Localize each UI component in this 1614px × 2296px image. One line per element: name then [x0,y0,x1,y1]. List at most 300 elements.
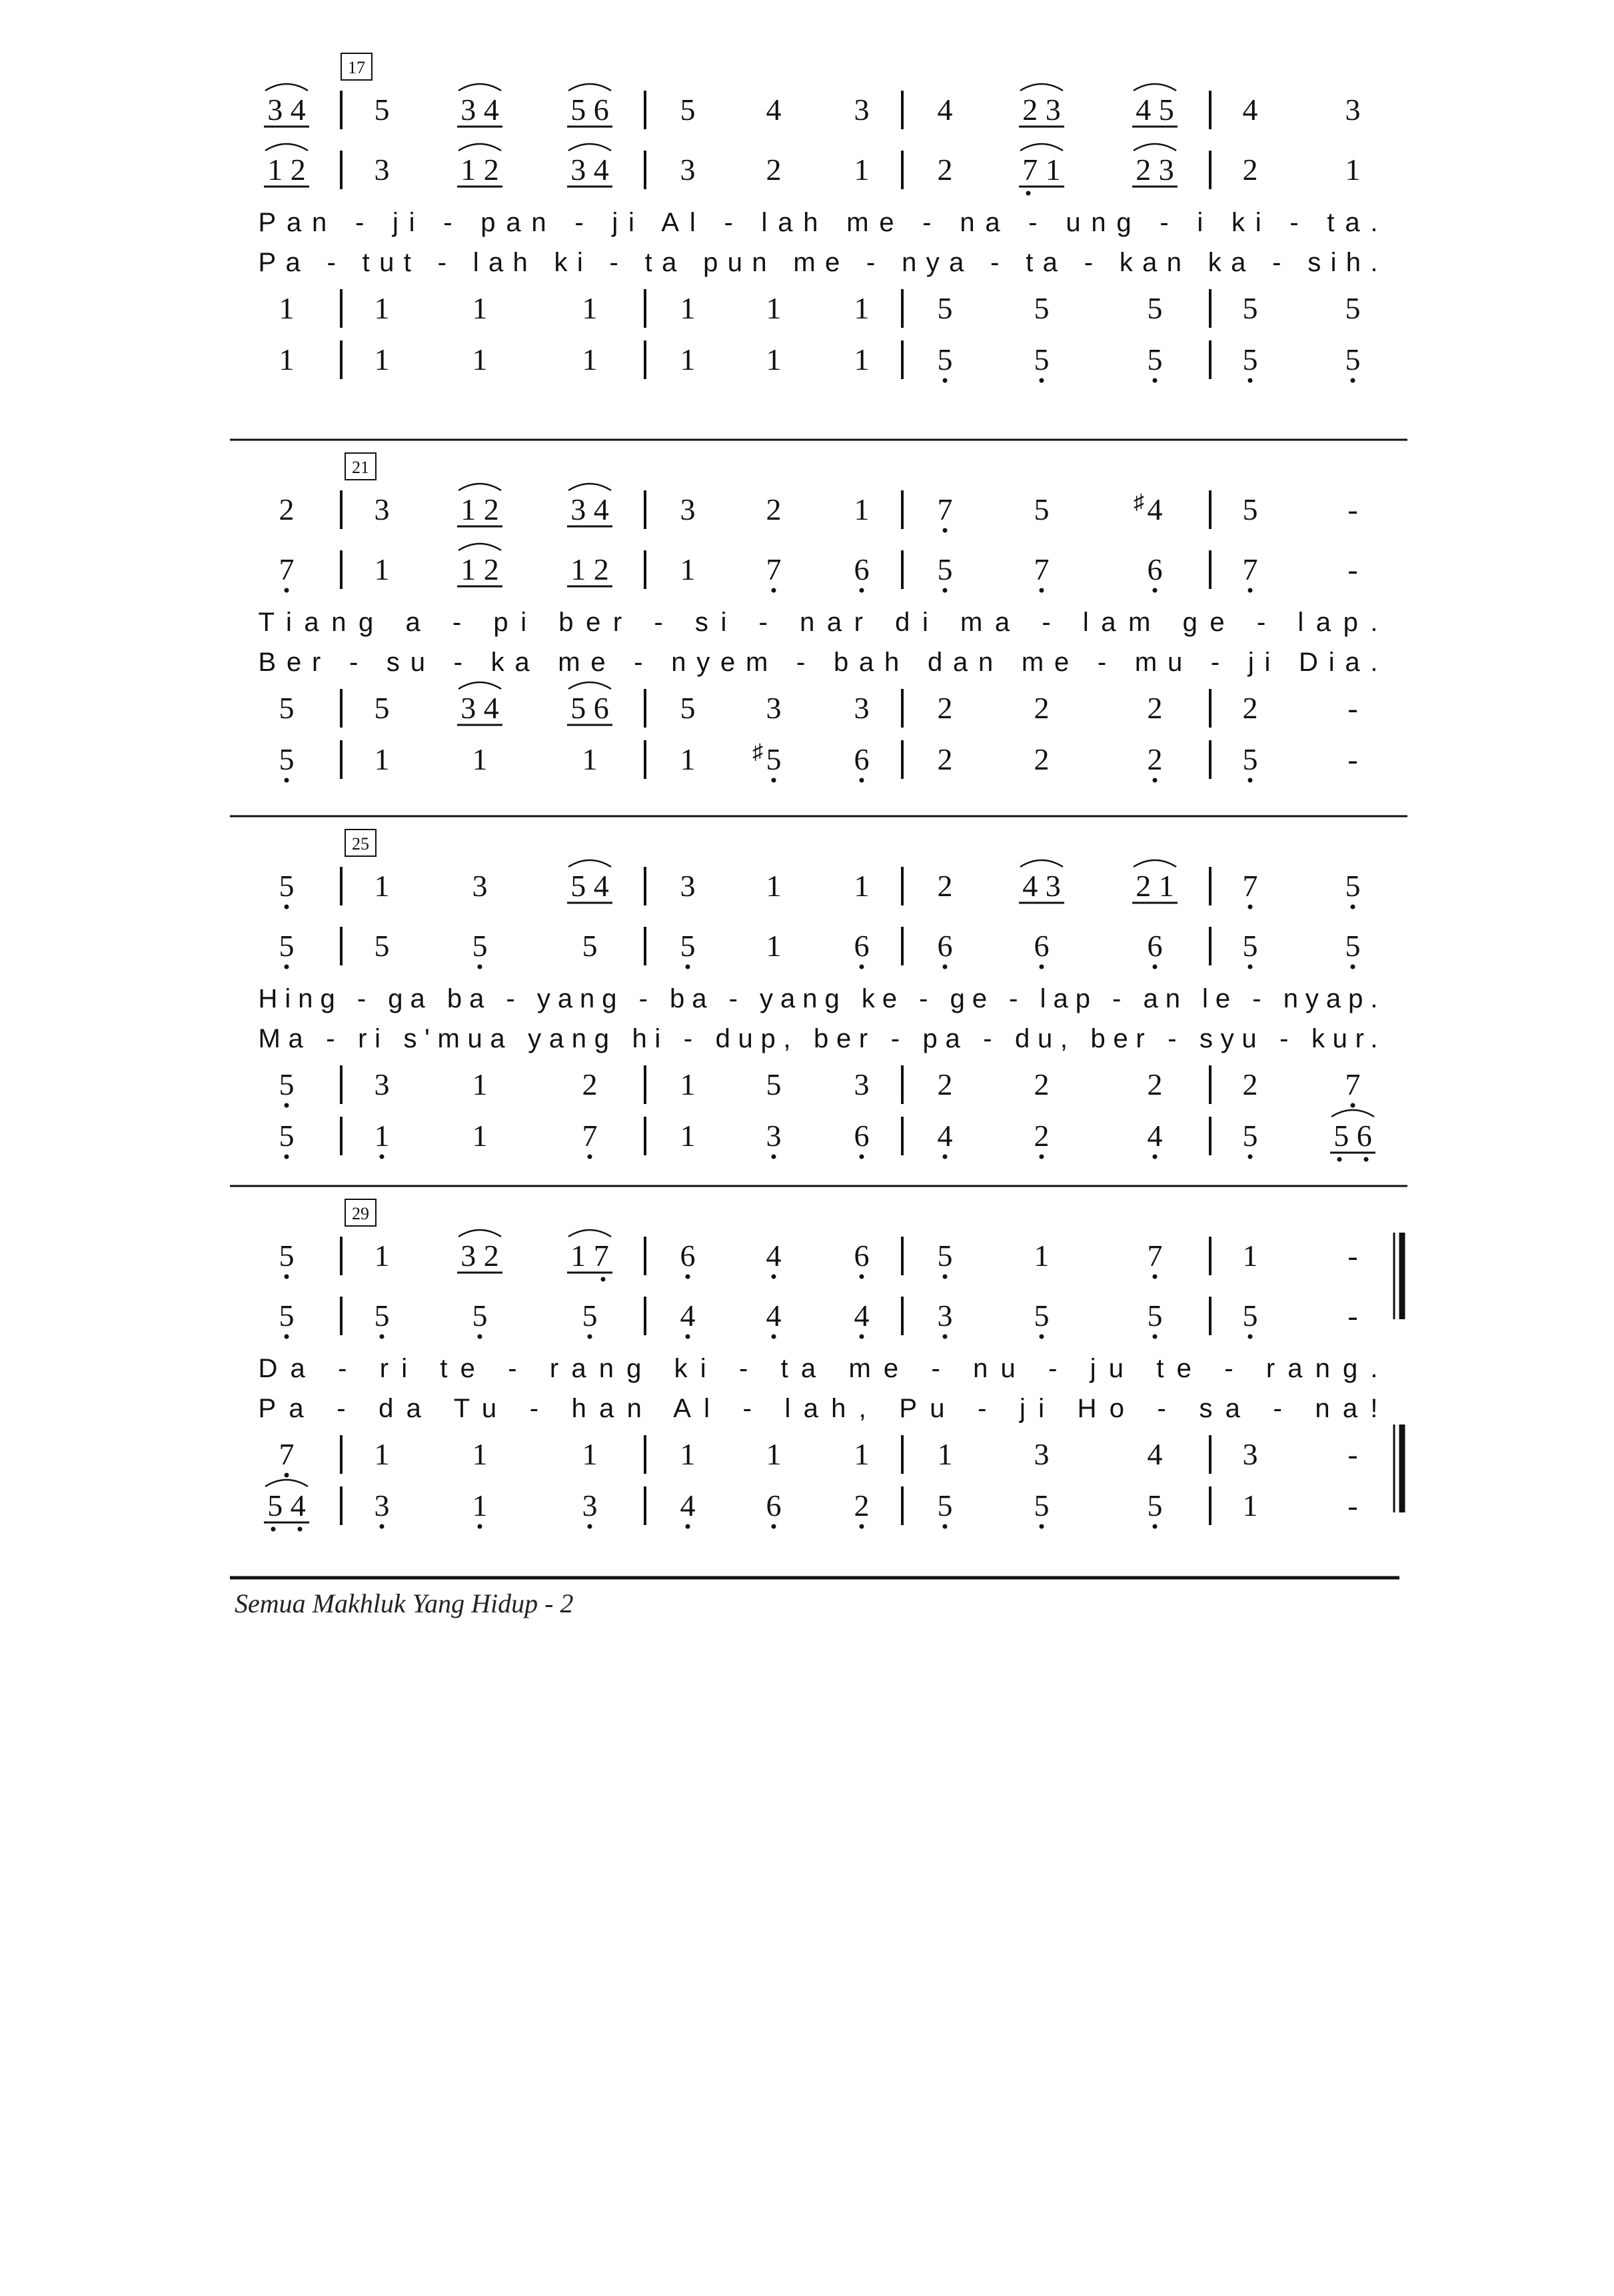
note-soprano: 5 6 [570,93,609,127]
note-bass: 1 [472,1488,488,1522]
note-alto: 1 2 [570,552,609,586]
note-soprano: 1 [1242,1239,1258,1273]
note-alto: 5 [1345,929,1361,963]
lower-octave-dot [1040,1524,1044,1529]
note-bass: 2 [1147,742,1163,776]
lyric-verse-2: Pa - tut - lah ki - ta pun me - nya - ta - kan ka - sih. [258,248,1378,277]
note-tenor: 2 [937,1067,953,1101]
note-soprano: 7 [937,492,953,526]
hold-dash: - [1347,1437,1358,1471]
note-alto: 2 3 [1136,153,1174,187]
lower-octave-dot [1153,1275,1158,1279]
note-alto: 6 [854,929,870,963]
note-bass: 3 [374,1488,390,1522]
note-alto: 3 [374,153,390,187]
note-bass: 5 [1345,342,1361,376]
note-alto: 1 [854,153,870,187]
note-bass: 5 [279,1119,295,1153]
lower-octave-dot [285,778,289,783]
note-tenor: 1 [582,291,598,325]
note-bass: 5 [766,742,782,776]
note-bass: 6 [854,1119,870,1153]
score [230,53,1407,1532]
lower-octave-dot [1153,378,1158,383]
note-soprano: 1 [854,492,870,526]
note-soprano: 1 [854,869,870,903]
lyric-verse-1: Hing - ga ba - yang - ba - yang ke - ge - lap - an le - nyap. [258,984,1378,1013]
system-17 [259,53,1378,383]
note-bass: 2 [1034,1119,1050,1153]
lower-octave-dot [380,1335,385,1339]
hold-dash: - [1347,1239,1358,1273]
note-alto: 6 [1147,929,1163,963]
note-soprano: 5 [279,869,295,903]
note-tenor: 2 [1034,1067,1050,1101]
note-tenor: 1 [582,1437,598,1471]
note-soprano: 5 [279,1239,295,1273]
note-alto: 5 [582,929,598,963]
note-tenor: 2 [937,691,953,725]
note-bass: 6 [766,1488,782,1522]
note-tenor: 3 [1242,1437,1258,1471]
note-alto: 7 [766,552,782,586]
note-alto: 4 [766,1299,782,1333]
lower-octave-dot [772,1524,776,1529]
note-bass: 1 [680,1119,696,1153]
note-soprano: 5 [1345,869,1361,903]
note-tenor: 1 [766,1437,782,1471]
slur [568,484,611,490]
lower-octave-dot [772,1335,776,1339]
lower-octave-dot [285,965,289,969]
note-alto: 6 [1147,552,1163,586]
note-tenor: 5 [1034,291,1050,325]
lower-octave-dot [686,965,690,969]
note-soprano: 1 [1034,1239,1050,1273]
lower-octave-dot [772,1275,776,1279]
lower-octave-dot [1351,378,1355,383]
note-tenor: 3 [374,1067,390,1101]
note-tenor: 2 [1147,691,1163,725]
lower-octave-dot [943,1275,948,1279]
lower-octave-dot [285,1335,289,1339]
note-soprano: 6 [854,1239,870,1273]
hold-dash: - [1347,691,1358,725]
lower-octave-dot [1040,588,1044,593]
slur [1134,84,1176,91]
slur [265,144,308,151]
lower-octave-dot [772,778,776,783]
lower-octave-dot [285,588,289,593]
lower-octave-dot [772,588,776,593]
lower-octave-dot [601,1277,606,1282]
slur [458,144,501,151]
slur [1020,84,1063,91]
note-soprano: 7 [1147,1239,1163,1273]
note-bass: 2 [937,742,953,776]
lower-octave-dot [1337,1157,1342,1162]
note-bass: 1 [582,342,598,376]
note-soprano: 6 [680,1239,696,1273]
note-soprano: 4 [937,93,953,127]
note-bass: 3 [766,1119,782,1153]
note-tenor: 5 [937,291,953,325]
lower-octave-dot [686,1524,690,1529]
slur [568,1230,611,1237]
note-tenor: 5 [279,691,295,725]
note-tenor: 3 [854,691,870,725]
note-alto: 1 [680,552,696,586]
system-25 [230,816,1407,1162]
note-alto: 4 [854,1299,870,1333]
note-alto: 6 [937,929,953,963]
lower-octave-dot [588,1335,592,1339]
note-bass: 1 [854,342,870,376]
lower-octave-dot [943,1335,948,1339]
note-tenor: 3 [854,1067,870,1101]
lower-octave-dot [1364,1157,1369,1162]
note-soprano: 5 [374,93,390,127]
lower-octave-dot [686,1275,690,1279]
note-bass: 1 [374,742,390,776]
note-tenor: 2 [1242,1067,1258,1101]
slur [1331,1110,1374,1117]
note-alto: 7 [1242,552,1258,586]
note-bass: 1 [472,742,488,776]
note-bass: 7 [582,1119,598,1153]
lower-octave-dot [943,1524,948,1529]
slur [568,682,611,689]
lower-octave-dot [860,965,864,969]
note-tenor: 5 [279,1067,295,1101]
sharp-sign: ♯ [752,740,763,764]
note-alto: 6 [1034,929,1050,963]
note-alto: 5 [279,1299,295,1333]
hold-dash: - [1347,492,1358,526]
note-bass: 1 [374,1119,390,1153]
lower-octave-dot [860,1524,864,1529]
lower-octave-dot [1351,1103,1355,1108]
note-tenor: 4 [1147,1437,1163,1471]
note-alto: 6 [854,552,870,586]
note-soprano: 2 3 [1022,93,1061,127]
note-tenor: 1 [374,291,390,325]
note-bass: 1 [1242,1488,1258,1522]
note-alto: 5 [680,929,696,963]
note-alto: 5 [1242,1299,1258,1333]
note-tenor: 1 [279,291,295,325]
note-soprano: 5 [937,1239,953,1273]
note-soprano: 7 [1242,869,1258,903]
note-soprano: 1 2 [460,492,499,526]
note-alto: 5 [472,929,488,963]
note-tenor: 1 [374,1437,390,1471]
lower-octave-dot [860,778,864,783]
note-alto: 5 [1242,929,1258,963]
lower-octave-dot [271,1527,276,1532]
note-alto: 1 [766,929,782,963]
note-bass: 1 [766,342,782,376]
lower-octave-dot [1040,378,1044,383]
note-alto: 1 2 [460,552,499,586]
note-alto: 4 [680,1299,696,1333]
lower-octave-dot [1351,905,1355,909]
slur [265,84,308,91]
note-soprano: 3 [1345,93,1361,127]
note-bass: 4 [937,1119,953,1153]
system-29 [230,1186,1407,1532]
note-bass: 4 [1147,1119,1163,1153]
lower-octave-dot [478,1335,482,1339]
note-tenor: 5 [374,691,390,725]
note-tenor: 1 [472,1067,488,1101]
note-bass: 5 [1242,342,1258,376]
hold-dash: - [1347,742,1358,776]
note-tenor: 1 [680,1437,696,1471]
hold-dash: - [1347,1299,1358,1333]
note-bass: 5 [1147,1488,1163,1522]
note-alto: 5 [374,1299,390,1333]
note-tenor: 7 [1345,1067,1361,1101]
note-alto: 1 [1345,153,1361,187]
note-soprano: 4 [766,93,782,127]
note-alto: 7 [279,552,295,586]
note-alto: 3 [937,1299,953,1333]
lower-octave-dot [943,1155,948,1159]
lower-octave-dot [1153,588,1158,593]
note-tenor: 5 [1147,291,1163,325]
note-bass: 2 [854,1488,870,1522]
lyric-verse-1: Tiang a - pi ber - si - nar di ma - lam ge - lap. [258,608,1378,637]
note-tenor: 2 [582,1067,598,1101]
note-bass: 5 [1147,342,1163,376]
note-soprano: 3 [854,93,870,127]
lower-octave-dot [478,1524,482,1529]
lower-octave-dot [1026,191,1031,196]
lower-octave-dot [860,1155,864,1159]
lower-octave-dot [285,1473,289,1478]
slur [458,484,501,490]
lower-octave-dot [588,1524,592,1529]
note-bass: 1 [582,742,598,776]
lower-octave-dot [380,1524,385,1529]
note-soprano: 5 [1242,492,1258,526]
lower-octave-dot [860,1335,864,1339]
measure-number: 25 [352,834,369,854]
note-alto: 2 [1242,153,1258,187]
footer-title: Semua Makhluk Yang Hidup - 2 [235,1588,574,1618]
slur [458,682,501,689]
note-tenor: 1 [854,291,870,325]
note-alto: 5 [1034,1299,1050,1333]
hold-dash: - [1347,552,1358,586]
note-bass: 1 [374,342,390,376]
note-alto: 7 1 [1022,153,1061,187]
lower-octave-dot [298,1527,303,1532]
note-bass: 1 [472,342,488,376]
note-soprano: 1 [374,1239,390,1273]
slur [1134,860,1176,867]
note-soprano: 2 1 [1136,869,1174,903]
lyric-verse-1: Pan - ji - pan - ji Al - lah me - na - ung - i ki - ta. [258,208,1378,237]
note-soprano: 5 [1034,492,1050,526]
note-alto: 5 [1147,1299,1163,1333]
note-bass: 5 [1034,1488,1050,1522]
note-alto: 5 [582,1299,598,1333]
lower-octave-dot [1153,965,1158,969]
measure-number: 29 [352,1204,369,1223]
lower-octave-dot [1153,1155,1158,1159]
lower-octave-dot [285,1155,289,1159]
note-bass: 1 [279,342,295,376]
measure-number: 17 [348,58,365,77]
note-tenor: 1 [472,291,488,325]
note-alto: 5 [472,1299,488,1333]
note-alto: 5 [374,929,390,963]
slur [458,544,501,550]
sharp-sign: ♯ [1134,490,1144,514]
lower-octave-dot [1153,778,1158,783]
note-soprano: 3 4 [460,93,499,127]
note-tenor: 5 [1242,291,1258,325]
lower-octave-dot [1040,1335,1044,1339]
note-tenor: 1 [472,1437,488,1471]
slur [568,84,611,91]
note-soprano: 5 4 [570,869,609,903]
note-soprano: 2 [937,869,953,903]
note-soprano: 4 [766,1239,782,1273]
lower-octave-dot [860,588,864,593]
note-bass: 3 [582,1488,598,1522]
slur [568,860,611,867]
lower-octave-dot [380,1155,385,1159]
note-alto: 5 [937,552,953,586]
system-21 [230,440,1407,783]
note-tenor: 3 [1034,1437,1050,1471]
note-tenor: 5 [680,691,696,725]
note-soprano: 3 2 [460,1239,499,1273]
note-bass: 5 [1242,1119,1258,1153]
note-tenor: 5 6 [570,691,609,725]
lower-octave-dot [943,965,948,969]
note-soprano: 2 [766,492,782,526]
note-soprano: 4 [1147,492,1163,526]
lower-octave-dot [1153,1524,1158,1529]
note-bass: 6 [854,742,870,776]
note-alto: 2 [937,153,953,187]
note-bass: 5 [1034,342,1050,376]
note-alto: 1 [374,552,390,586]
lower-octave-dot [686,1335,690,1339]
note-tenor: 1 [680,291,696,325]
note-soprano: 3 [680,492,696,526]
lower-octave-dot [772,1155,776,1159]
note-bass: 2 [1034,742,1050,776]
note-bass: 1 [680,742,696,776]
note-alto: 3 [680,153,696,187]
note-bass: 5 [279,742,295,776]
note-tenor: 1 [854,1437,870,1471]
note-soprano: 4 5 [1136,93,1174,127]
note-soprano: 1 7 [570,1239,609,1273]
lower-octave-dot [1248,905,1253,909]
note-tenor: 2 [1242,691,1258,725]
lower-octave-dot [943,378,948,383]
note-alto: 1 2 [267,153,306,187]
note-alto: 1 2 [460,153,499,187]
note-soprano: 5 [680,93,696,127]
note-soprano: 3 [680,869,696,903]
note-tenor: 3 [766,691,782,725]
note-tenor: 2 [1147,1067,1163,1101]
note-bass: 5 [1242,742,1258,776]
slur [458,1230,501,1237]
lower-octave-dot [1248,1335,1253,1339]
slur [265,1480,308,1486]
slur [458,84,501,91]
hold-dash: - [1347,1488,1358,1522]
note-soprano: 1 [374,869,390,903]
note-alto: 5 [279,929,295,963]
note-tenor: 1 [680,1067,696,1101]
note-bass: 1 [472,1119,488,1153]
lower-octave-dot [943,588,948,593]
lyric-verse-2: Ma - ri s'mua yang hi - dup, ber - pa - du, ber - syu - kur. [258,1024,1378,1053]
lower-octave-dot [1248,778,1253,783]
lower-octave-dot [1040,1155,1044,1159]
note-tenor: 5 [766,1067,782,1101]
lower-octave-dot [285,1103,289,1108]
note-soprano: 4 3 [1022,869,1061,903]
note-alto: 2 [766,153,782,187]
note-alto: 7 [1034,552,1050,586]
lyric-verse-2: Pa - da Tu - han Al - lah, Pu - ji Ho - sa - na! [258,1394,1378,1423]
note-alto: 3 4 [570,153,609,187]
lower-octave-dot [285,1275,289,1279]
lower-octave-dot [1153,1335,1158,1339]
lower-octave-dot [285,905,289,909]
note-tenor: 7 [279,1437,295,1471]
lower-octave-dot [860,1275,864,1279]
note-soprano: 3 [472,869,488,903]
note-soprano: 4 [1242,93,1258,127]
lower-octave-dot [1248,588,1253,593]
lyric-verse-1: Da - ri te - rang ki - ta me - nu - ju te - rang. [258,1354,1378,1383]
slur [1020,144,1063,151]
note-soprano: 3 4 [570,492,609,526]
lower-octave-dot [943,528,948,533]
note-tenor: 1 [766,291,782,325]
slur [1020,860,1063,867]
note-bass: 5 6 [1333,1119,1372,1153]
note-soprano: 1 [766,869,782,903]
note-bass: 1 [680,342,696,376]
lyric-verse-2: Ber - su - ka me - nyem - bah dan me - mu - ji Dia. [258,648,1378,677]
lower-octave-dot [1351,965,1355,969]
lower-octave-dot [1248,1155,1253,1159]
note-bass: 4 [680,1488,696,1522]
lower-octave-dot [588,1155,592,1159]
note-bass: 5 [937,1488,953,1522]
note-soprano: 3 4 [267,93,306,127]
note-tenor: 5 [1345,291,1361,325]
slur [1134,144,1176,151]
note-bass: 5 4 [267,1488,306,1522]
slur [568,144,611,151]
note-bass: 5 [937,342,953,376]
lower-octave-dot [1040,965,1044,969]
note-tenor: 1 [937,1437,953,1471]
